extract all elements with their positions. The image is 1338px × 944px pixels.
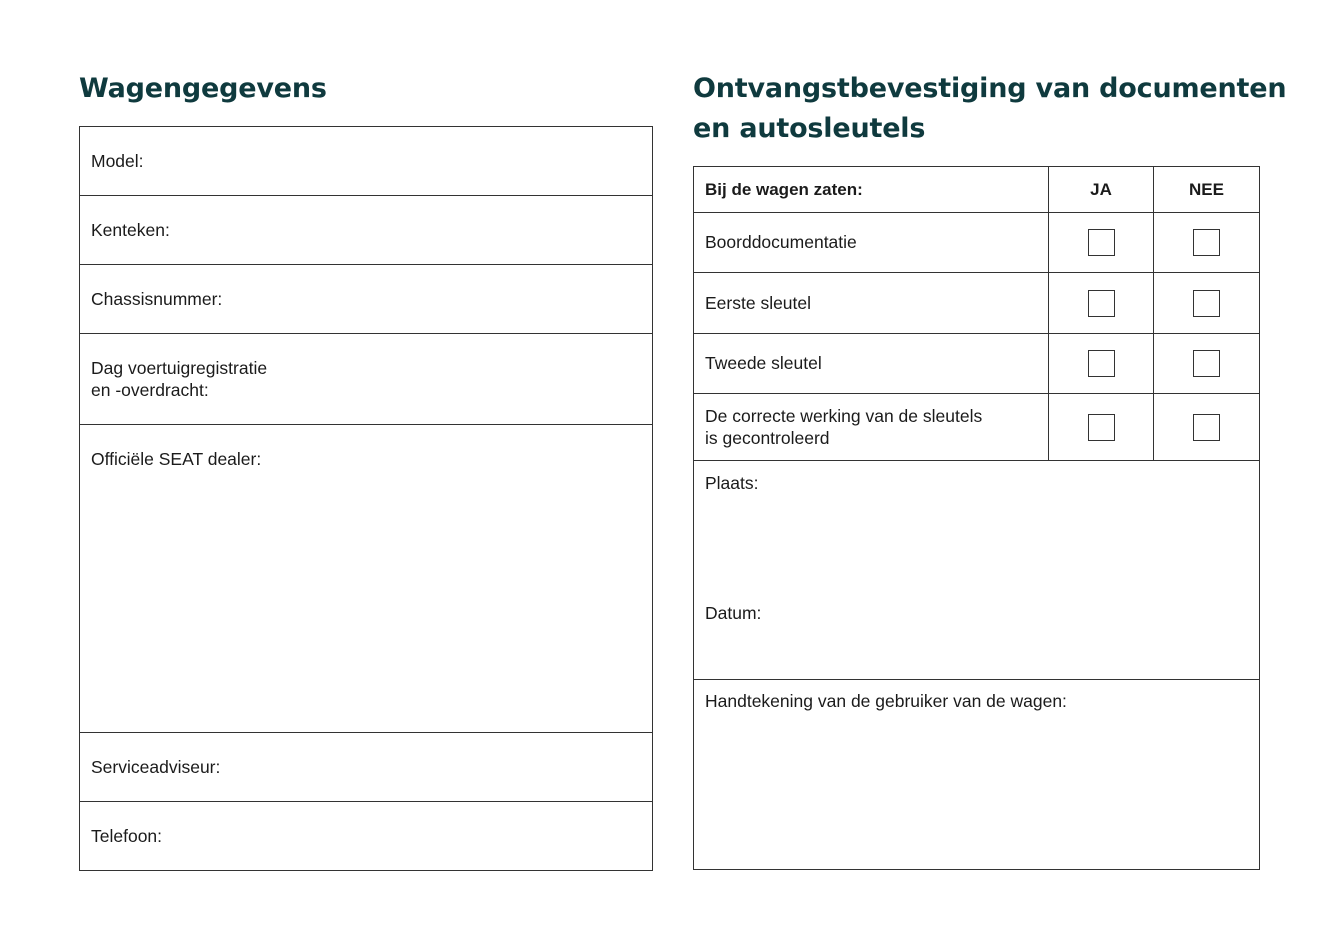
no-checkbox[interactable] (1193, 290, 1220, 317)
table-row (694, 394, 1259, 461)
cell-yes (1049, 213, 1154, 272)
dealer-field[interactable] (80, 425, 652, 733)
yes-checkbox[interactable] (1088, 229, 1115, 256)
date-label: Datum: (705, 603, 762, 623)
license-plate-field[interactable] (80, 196, 652, 265)
registration-date-label-line2: en -overdracht: (91, 380, 209, 400)
yes-checkbox[interactable] (1088, 350, 1115, 377)
table-row (694, 334, 1259, 394)
row-label: Tweede sleutel (694, 334, 1049, 393)
registration-date-label (91, 357, 267, 401)
registration-date-field[interactable] (80, 334, 652, 425)
row-label-line1: De correcte werking van de sleutels (705, 406, 983, 426)
page-title-vehicle-data: Wagengegevens (79, 73, 327, 104)
no-checkbox[interactable] (1193, 350, 1220, 377)
signature-label: Handtekening van de gebruiker van de wagen: (705, 691, 1067, 711)
header-no: NEE (1189, 179, 1224, 199)
table-row (694, 273, 1259, 334)
model-field[interactable] (80, 127, 652, 196)
cell-no (1154, 334, 1259, 393)
cell-yes (1049, 273, 1154, 333)
place-label: Plaats: (705, 473, 759, 493)
receipt-title-line2: en autosleutels (693, 113, 926, 144)
table-row (694, 213, 1259, 273)
header-items-label: Bij de wagen zaten: (694, 167, 1049, 212)
row-label: Eerste sleutel (694, 273, 1049, 333)
yes-checkbox[interactable] (1088, 414, 1115, 441)
cell-no (1154, 394, 1259, 460)
phone-field[interactable] (80, 802, 652, 870)
cell-no (1154, 213, 1259, 272)
no-checkbox[interactable] (1193, 229, 1220, 256)
dealer-label: Officiële SEAT dealer: (91, 449, 262, 469)
row-label (694, 394, 1049, 460)
service-advisor-field[interactable] (80, 733, 652, 802)
cell-yes (1049, 334, 1154, 393)
no-checkbox[interactable] (1193, 414, 1220, 441)
signature-field[interactable] (694, 680, 1259, 868)
cell-yes (1049, 394, 1154, 460)
license-plate-label: Kenteken: (91, 219, 170, 240)
row-label-line2: is gecontroleerd (705, 428, 830, 448)
cell-no (1154, 273, 1259, 333)
place-date-field[interactable] (694, 461, 1259, 680)
model-label: Model: (91, 150, 144, 171)
receipt-table (693, 166, 1260, 870)
phone-label: Telefoon: (91, 825, 163, 846)
header-yes: JA (1049, 167, 1154, 212)
chassis-number-label: Chassisnummer: (91, 288, 223, 309)
chassis-number-field[interactable] (80, 265, 652, 334)
receipt-table-header (694, 167, 1259, 213)
row-label: Boorddocumentatie (694, 213, 1049, 272)
service-advisor-label: Serviceadviseur: (91, 756, 221, 777)
yes-checkbox[interactable] (1088, 290, 1115, 317)
page-title-receipt (693, 69, 1293, 149)
registration-date-label-line1: Dag voertuigregistratie (91, 358, 268, 378)
vehicle-data-form (79, 126, 653, 871)
receipt-title-line1: Ontvangstbevestiging van documenten (693, 73, 1287, 104)
